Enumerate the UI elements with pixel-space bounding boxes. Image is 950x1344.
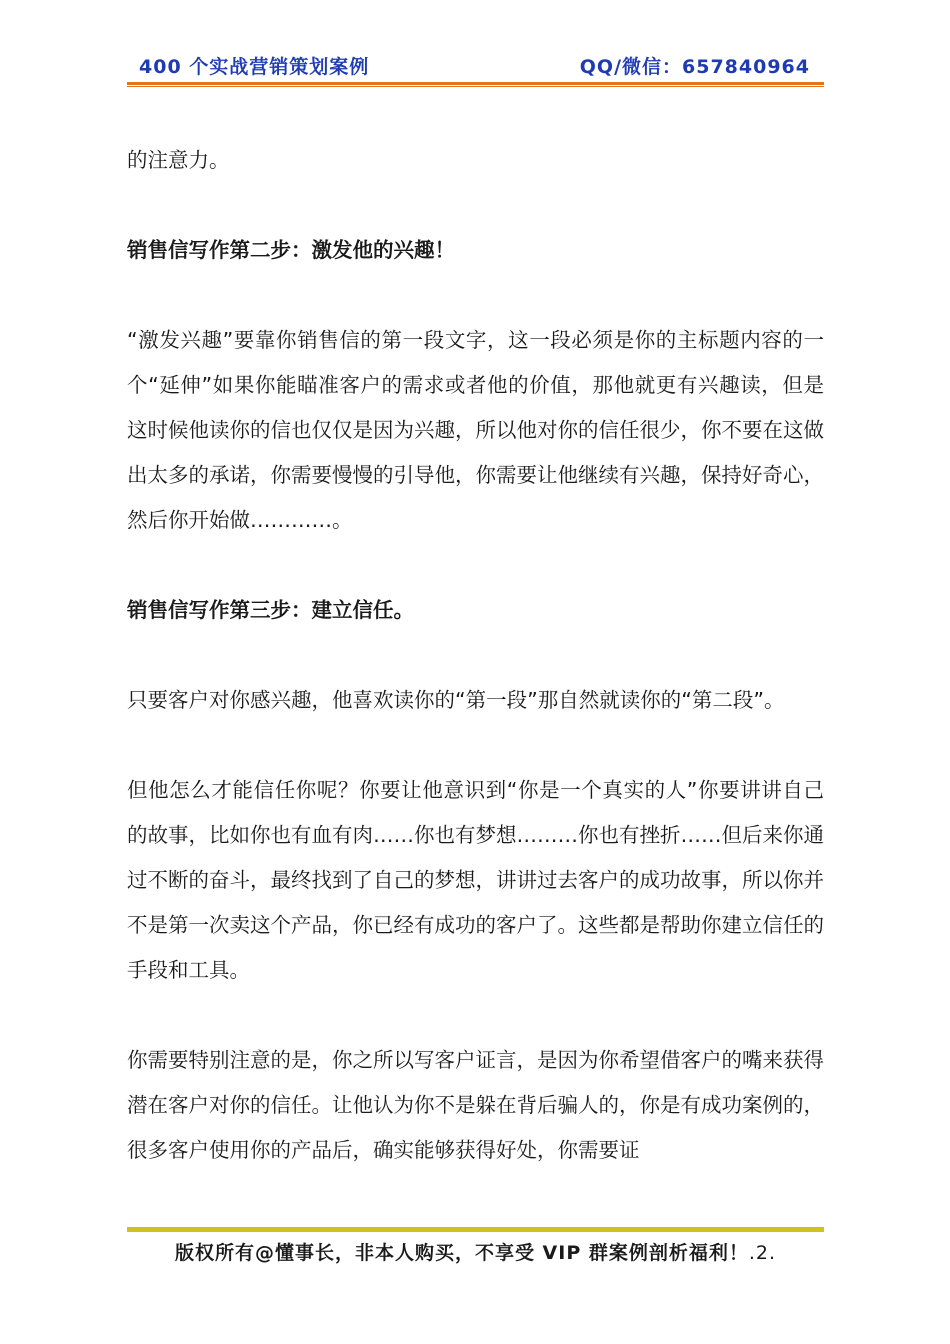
page-footer <box>127 1238 824 1268</box>
paragraph: “激发兴趣”要靠你销售信的第一段文字，这一段必须是你的主标题内容的一个“延伸”如果你能瞄准客户的需求或者他的价值，那他就更有兴趣读，但是这时候他读你的信也仅仅是因为兴趣，所以他对你的信任很少，你不要在这做出太多的承诺，你需要慢慢的引导他，你需要让他继续有兴趣，保持好奇心，然后你开始做…………。 <box>127 328 824 532</box>
header-contact: QQ/微信：657840964 <box>579 56 810 78</box>
paragraph: 但他怎么才能信任你呢？你要让他意识到“你是一个真实的人”你要讲讲自己的故事，比如你也有血有肉……你也有梦想………你也有挫折……但后来你通过不断的奋斗，最终找到了自己的梦想，讲讲过去客户的成功故事，所以你并不是第一次卖这个产品，你已经有成功的客户了。这些都是帮助你建立信任的手段和工具。 <box>127 778 824 982</box>
footer-copyright: 版权所有@懂事长，非本人购买，不享受 VIP 群案例剖析福利！ <box>174 1242 749 1264</box>
paragraph: 只要客户对你感兴趣，他喜欢读你的“第一段”那自然就读你的“第二段”。 <box>127 688 785 712</box>
footer-divider <box>127 1227 824 1232</box>
header-divider <box>127 82 824 85</box>
header-title: 400 个实战营销策划案例 <box>139 56 370 78</box>
paragraph: 你需要特别注意的是，你之所以写客户证言，是因为你希望借客户的嘴来获得潜在客户对你的信任。让他认为你不是躲在背后骗人的，你是有成功案例的，很多客户使用你的产品后，确实能够获得好处，你需要证 <box>127 1048 824 1162</box>
header-divider-thin <box>127 86 824 87</box>
section-heading-step-3: 销售信写作第三步：建立信任。 <box>127 598 414 622</box>
document-body <box>127 138 824 1218</box>
page-header <box>127 52 824 82</box>
section-heading-step-2: 销售信写作第二步：激发他的兴趣！ <box>127 238 455 262</box>
paragraph: 的注意力。 <box>127 148 230 172</box>
page-number: .2. <box>748 1242 777 1264</box>
